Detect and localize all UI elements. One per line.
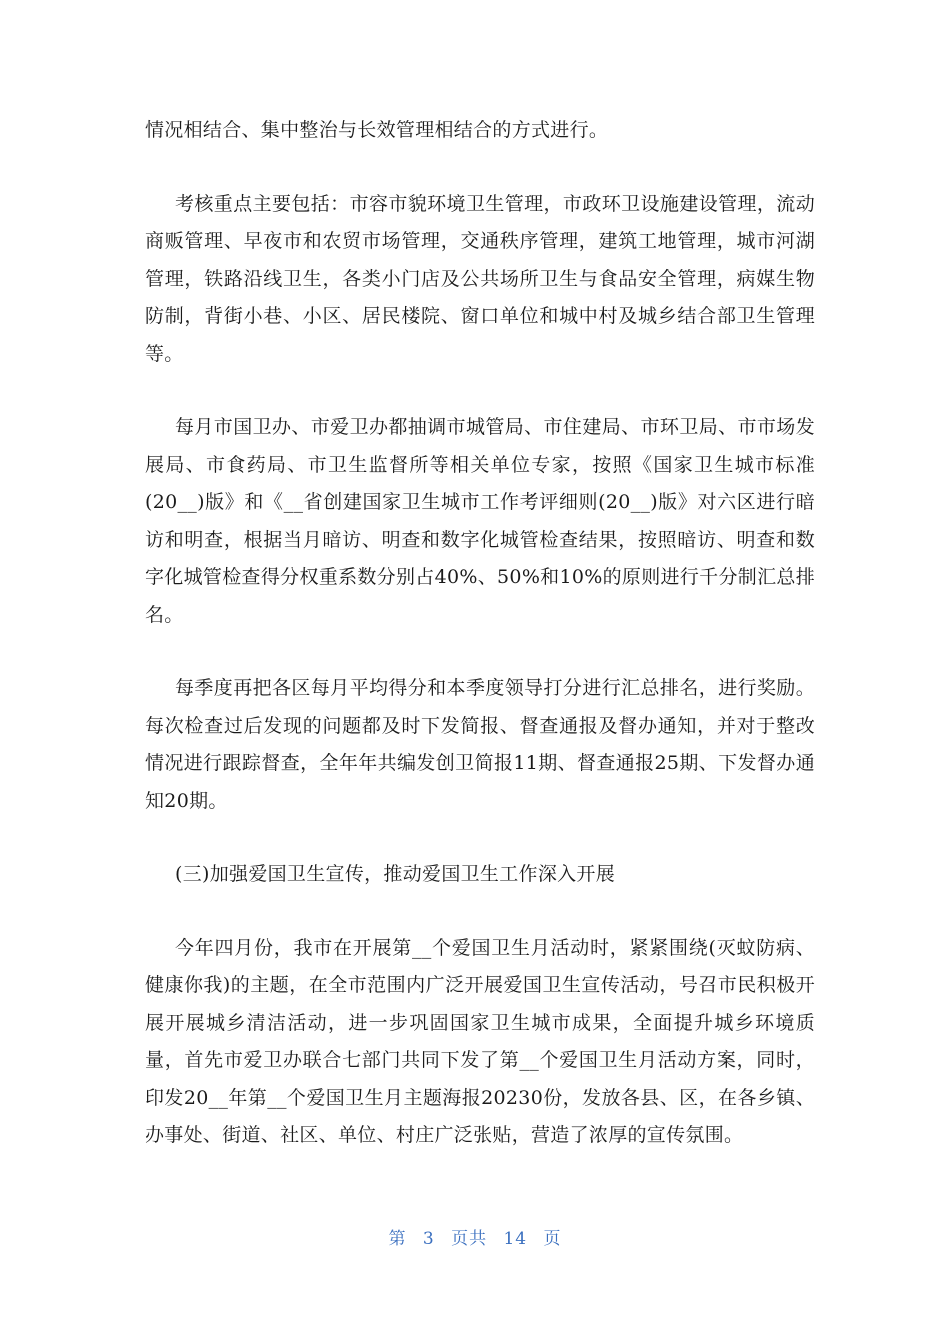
paragraph-health-month: 今年四月份，我市在开展第__个爱国卫生月活动时，紧紧围绕(灭蚊防病、健康你我)的主题，在全市范围内广泛开展爱国卫生宣传活动，号召市民积极开展开展城乡清洁活动，进一步巩固国家卫生城市成果，全面提升城乡环境质量，首先市爱卫办联合七部门共同下发了第__个爱国卫生月活动方案，同时，印发20__年第__个爱国卫生月主题海报20230份，发放各县、区，在各乡镇、办事处、街道、社区、单位、村庄广泛张贴，营造了浓厚的宣传氛围。 xyxy=(145,936,815,1146)
paragraph-assessment-focus: 考核重点主要包括：市容市貌环境卫生管理，市政环卫设施建设管理，流动商贩管理、早夜市和农贸市场管理，交通秩序管理，建筑工地管理，城市河湖管理，铁路沿线卫生，各类小门店及公共场所卫生与食品安全管理，病媒生物防制，背街小巷、小区、居民楼院、窗口单位和城中村及城乡结合部卫生管理等。 xyxy=(145,192,815,365)
document-body xyxy=(145,112,815,1155)
paragraph-quarterly-ranking: 每季度再把各区每月平均得分和本季度领导打分进行汇总排名，进行奖励。每次检查过后发现的问题都及时下发简报、督查通报及督办通知，并对于整改情况进行跟踪督查，全年年共编发创卫简报11期、督查通报25期、下发督办通知20期。 xyxy=(145,677,815,812)
page-number-footer: 第 3 页共 14 页 xyxy=(388,1229,562,1249)
paragraph-monthly-inspection: 每月市国卫办、市爱卫办都抽调市城管局、市住建局、市环卫局、市市场发展局、市食药局、市卫生监督所等相关单位专家，按照《国家卫生城市标准(20__)版》和《__省创建国家卫生城市工作考评细则(20__)版》对六区进行暗访和明查，根据当月暗访、明查和数字化城管检查结果，按照暗访、明查和数字化城管检查得分权重系数分别占40%、50%和10%的原则进行千分制汇总排名。 xyxy=(145,416,815,626)
section-heading: (三)加强爱国卫生宣传，推动爱国卫生工作深入开展 xyxy=(175,863,616,885)
paragraph-continuation: 情况相结合、集中整治与长效管理相结合的方式进行。 xyxy=(145,119,609,141)
